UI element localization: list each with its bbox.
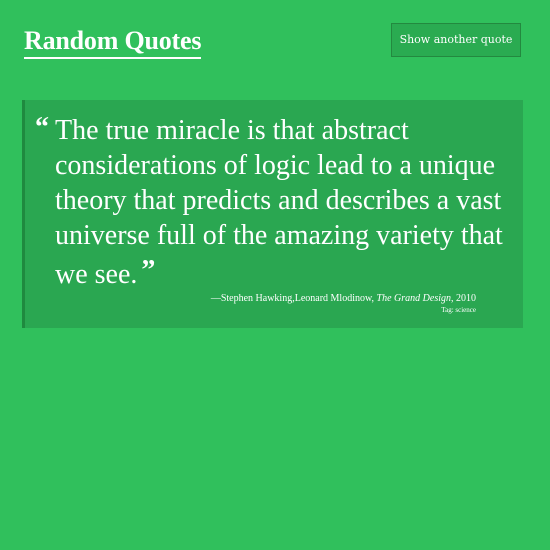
open-quote-icon: “ [35, 112, 49, 143]
show-another-quote-button[interactable]: Show another quote [391, 23, 521, 57]
tag-value[interactable]: science [455, 306, 476, 314]
quote-year: 2010 [456, 293, 476, 304]
quote-source-title: The Grand Design [376, 293, 451, 304]
attribution-dash: — [210, 293, 221, 304]
tag-label: Tag: [441, 306, 456, 314]
quote-tag [441, 306, 476, 315]
site-title[interactable]: Random Quotes [24, 25, 201, 59]
attribution-separator: , [371, 293, 377, 304]
quote-attribution [211, 293, 476, 305]
close-quote-icon: ” [141, 255, 156, 286]
quote-text: The true miracle is that abstract considerations of logic lead to a unique theory that predicts and describes a vast universe full of the amazing variety that we see. [55, 115, 503, 290]
quote-authors: Stephen Hawking,Leonard Mlodinow [220, 293, 372, 304]
year-separator: , [451, 293, 456, 304]
quote-card [22, 100, 523, 328]
quote-text-block [55, 113, 517, 292]
